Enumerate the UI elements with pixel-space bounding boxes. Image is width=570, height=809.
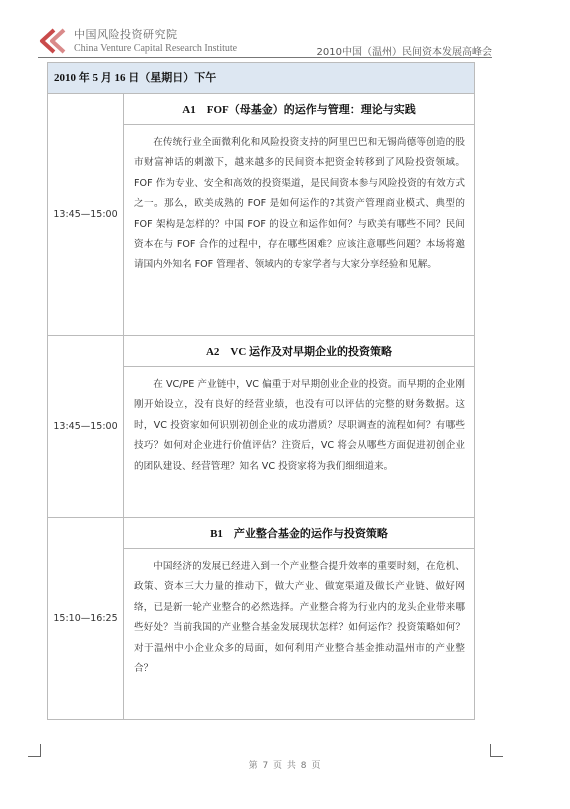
session-row [48,336,474,518]
session-time: 15:10—16:25 [48,518,124,719]
conference-title: 2010中国（温州）民间资本发展高峰会 [316,47,492,58]
page-number: 第 7 页 共 8 页 [248,761,322,771]
date-heading: 2010 年 5 月 16 日（星期日）下午 [48,63,474,94]
session-row [48,518,474,719]
session-title: A2 VC 运作及对早期企业的投资策略 [124,336,474,367]
page-corner-mark-left [28,744,41,757]
session-description: 在传统行业全面微利化和风险投资支持的阿里巴巴和无锡尚德等创造的股市财富神话的刺激下，越来越多的民间资本把资金转移到了风险投资领域。FOF 作为专业、安全和高效的投资渠道，是民间资本参与风险投资的有效方式之一。那么，欧美成熟的 FOF 是如何运作的?其资产管理商业模式、典型的 FOF 架构是怎样的？中国 FOF 的设立和运作如何？与欧美有哪些不同？民间资本在与 FOF 合作的过程中，存在哪些困难？应该注意哪些问题？本场将邀请国内外知名 FOF 管理者、领域内的专家学者与大家分享经验和见解。 [134,137,465,271]
session-title: B1 产业整合基金的运作与投资策略 [124,518,474,549]
org-name-en: China Venture Capital Research Institute [74,43,238,54]
header-divider [38,57,492,58]
session-body [124,94,474,335]
org-name-cn: 中国风险投资研究院 [74,28,178,41]
session-description: 中国经济的发展已经进入到一个产业整合提升效率的重要时刻，在危机、政策、资本三大力量的推动下，做大产业、做宽渠道及做长产业链、做好网络，已是新一轮产业整合的必然选择。产业整合将为行业内的龙头企业带来哪些好处？当前我国的产业整合基金发展现状怎样？如何运作？投资策略如何？对于温州中小企业众多的局面，如何利用产业整合基金推动温州市的产业整合？ [134,561,465,675]
institute-logo-icon [38,28,68,54]
session-body [124,518,474,719]
session-title: A1 FOF（母基金）的运作与管理：理论与实践 [124,94,474,125]
session-time: 13:45—15:00 [48,336,124,517]
schedule-table [47,62,475,720]
page-corner-mark-right [490,744,503,757]
session-body [124,336,474,517]
session-description: 在 VC/PE 产业链中，VC 偏重于对早期创业企业的投资。而早期的企业刚刚开始设立，没有良好的经营业绩，也没有可以评估的完整的财务数据。这时，VC 投资家如何识别初创企业的成功潜质？尽职调查的流程如何？有哪些技巧？如何对企业进行价值评估？注资后，VC 将会从哪些方面促进初创企业的团队建设、经营管理？知名 VC 投资家将为我们细细道来。 [134,379,465,472]
session-row [48,94,474,336]
session-time: 13:45—15:00 [48,94,124,335]
